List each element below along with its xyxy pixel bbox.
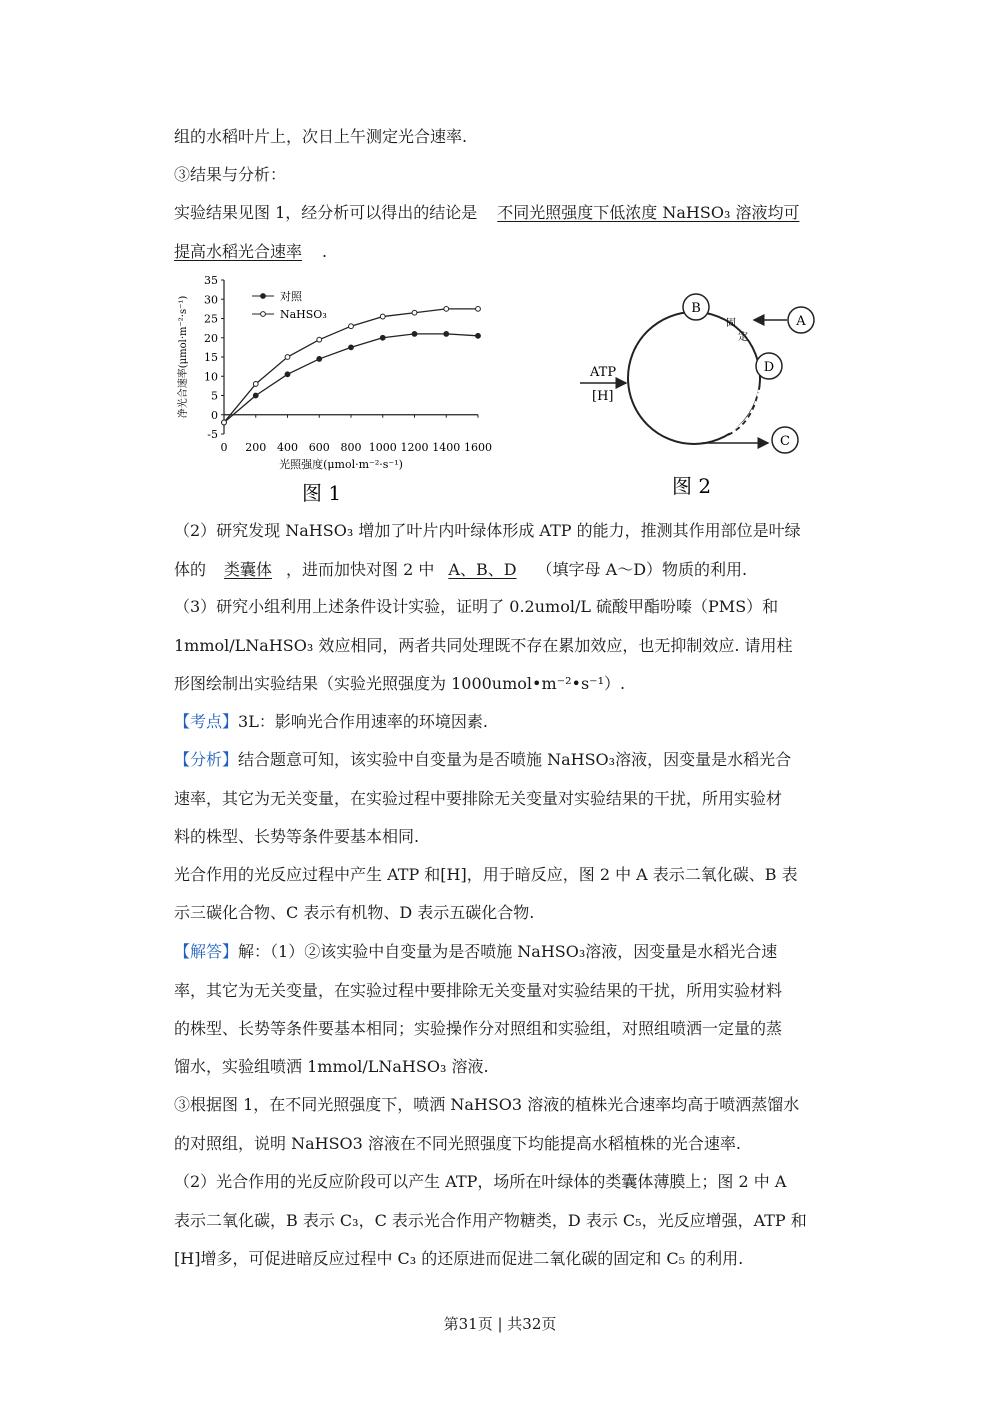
figure-2-caption: 图 2 <box>672 474 712 498</box>
text-line: 实验结果见图 1，经分析可以得出的结论是 不同光照强度下低浓度 NaHSO₃ 溶液均可 <box>174 203 800 222</box>
y-tick-label: 25 <box>204 312 218 326</box>
figure-1-caption: 图 1 <box>302 481 342 505</box>
data-point <box>476 306 481 311</box>
data-point <box>412 332 417 337</box>
text-line: 体的 类囊体 ，进而加快对图 2 中 A、B、D （填字母 A～D）物质的利用. <box>174 560 748 579</box>
x-tick-label: 1000 <box>368 441 397 454</box>
x-tick-label: 1200 <box>400 441 429 454</box>
text-line: 1mmol/LNaHSO₃ 效应相同，两者共同处理既不存在累加效应，也无抑制效应. 请用柱 <box>174 636 793 655</box>
y-axis-title: 净光合速率(μmol·m⁻²·s⁻¹) <box>178 295 189 419</box>
x-tick-label: 400 <box>277 441 298 454</box>
data-point <box>444 332 449 337</box>
section-tag: 【分析】 <box>174 750 239 769</box>
data-point <box>349 324 354 329</box>
data-point <box>222 420 227 425</box>
text-line: [H]增多，可促进暗反应过程中 C₃ 的还原进而促进二氧化碳的固定和 C₅ 的利用. <box>174 1249 744 1268</box>
data-point <box>349 345 354 350</box>
text-line: 速率，其它为无关变量，在实验过程中要排除无关变量对实验结果的干扰，所用实验材 <box>174 789 783 808</box>
svg-text:B: B <box>691 301 701 316</box>
answer-blank: 提高水稻光合速率 <box>174 242 303 261</box>
data-point <box>253 382 258 387</box>
text-line: ③结果与分析： <box>174 165 287 184</box>
text-line: 馏水，实验组喷洒 1mmol/LNaHSO₃ 溶液. <box>174 1057 489 1076</box>
figure-2-diagram <box>570 280 830 500</box>
x-tick-label: 1400 <box>432 441 461 454</box>
y-tick-label: 5 <box>211 389 218 403</box>
y-tick-label: 20 <box>204 331 218 345</box>
text-line: 【解答】解：（1）②该实验中自变量为是否喷施 NaHSO₃溶液，因变量是水稻光合速 <box>174 942 778 961</box>
text-line: 光合作用的光反应过程中产生 ATP 和[H]，用于暗反应，图 2 中 A 表示二氧化碳、B 表 <box>174 865 798 884</box>
legend-marker <box>261 312 266 317</box>
data-point <box>380 335 385 340</box>
legend-marker <box>261 294 266 299</box>
x-tick-label: 600 <box>308 441 330 454</box>
figure-1-chart <box>172 268 502 508</box>
x-tick-label: 800 <box>340 441 362 454</box>
y-tick-label: 30 <box>204 293 218 307</box>
x-tick-label: 200 <box>245 441 267 454</box>
y-tick-label: -5 <box>207 428 218 441</box>
data-point <box>285 355 290 360</box>
data-point <box>444 306 449 311</box>
answer-blank: A、B、D <box>448 560 517 579</box>
text-line: 的对照组，说明 NaHSO3 溶液在不同光照强度下均能提高水稻植株的光合速率. <box>174 1134 742 1153</box>
svg-text:A: A <box>796 314 806 329</box>
x-tick-label: 1600 <box>464 441 492 454</box>
data-point <box>476 333 481 338</box>
fix-label: 固 <box>726 318 736 329</box>
section-tag: 【解答】 <box>174 942 239 961</box>
text-line: 料的株型、长势等条件要基本相同. <box>174 827 420 846</box>
legend-label: 对照 <box>280 290 302 303</box>
text-line: （2）光合作用的光反应阶段可以产生 ATP，场所在叶绿体的类囊体薄膜上；图 2 中 A <box>174 1172 787 1191</box>
text-line: 示三碳化合物、C 表示有机物、D 表示五碳化合物. <box>174 903 535 922</box>
data-point <box>253 393 258 398</box>
y-tick-label: 35 <box>204 274 218 287</box>
page-footer: 第31页 | 共32页 <box>443 1315 557 1333</box>
text-line: （3）研究小组利用上述条件设计实验，证明了 0.2umol/L 硫酸甲酯吩嗪（PMS）和 <box>174 597 779 616</box>
text-line: 【考点】3L：影响光合作用速率的环境因素. <box>174 712 488 731</box>
text-line: （2）研究发现 NaHSO₃ 增加了叶片内叶绿体形成 ATP 的能力，推测其作用部位是叶绿 <box>174 521 801 540</box>
atp-label: ATP <box>590 365 617 380</box>
text-line: 率，其它为无关变量，在实验过程中要排除无关变量对实验结果的干扰，所用实验材料 <box>174 981 783 1000</box>
data-point <box>317 357 322 362</box>
text-line: 的株型、长势等条件要基本相同；实验操作分对照组和实验组，对照组喷洒一定量的蒸 <box>174 1019 783 1038</box>
h-label: [H] <box>592 389 614 404</box>
x-tick-label: 0 <box>220 441 228 454</box>
data-point <box>317 337 322 342</box>
svg-text:C: C <box>780 434 790 449</box>
section-tag: 【考点】 <box>174 712 239 731</box>
data-point <box>412 310 417 315</box>
answer-blank: 类囊体 <box>224 560 273 579</box>
text-line: 形图绘制出实验结果（实验光照强度为 1000umol•m⁻²•s⁻¹）. <box>174 674 626 693</box>
data-point <box>285 372 290 377</box>
x-axis-title: 光照强度(μmol·m⁻²·s⁻¹) <box>279 458 403 471</box>
svg-text:D: D <box>763 360 775 375</box>
text-line: 表示二氧化碳，B 表示 C₃，C 表示光合作用产物糖类，D 表示 C₅，光反应增强，ATP 和 <box>174 1211 807 1230</box>
y-tick-label: 10 <box>204 370 218 384</box>
data-point <box>380 314 385 319</box>
text-line: 组的水稻叶片上，次日上午测定光合速率. <box>174 127 468 146</box>
y-tick-label: 15 <box>204 351 218 364</box>
text-line: ③根据图 1，在不同光照强度下，喷洒 NaHSO3 溶液的植株光合速率均高于喷洒蒸馏水 <box>174 1095 800 1114</box>
text-line: 【分析】结合题意可知，该实验中自变量为是否喷施 NaHSO₃溶液，因变量是水稻光合 <box>174 750 792 769</box>
y-tick-label: 0 <box>211 408 218 422</box>
fix-label: 定 <box>738 332 748 343</box>
legend-label: NaHSO₃ <box>280 308 327 321</box>
text-line: 提高水稻光合速率 . <box>174 242 328 261</box>
answer-blank: 不同光照强度下低浓度 NaHSO₃ 溶液均可 <box>497 203 800 222</box>
